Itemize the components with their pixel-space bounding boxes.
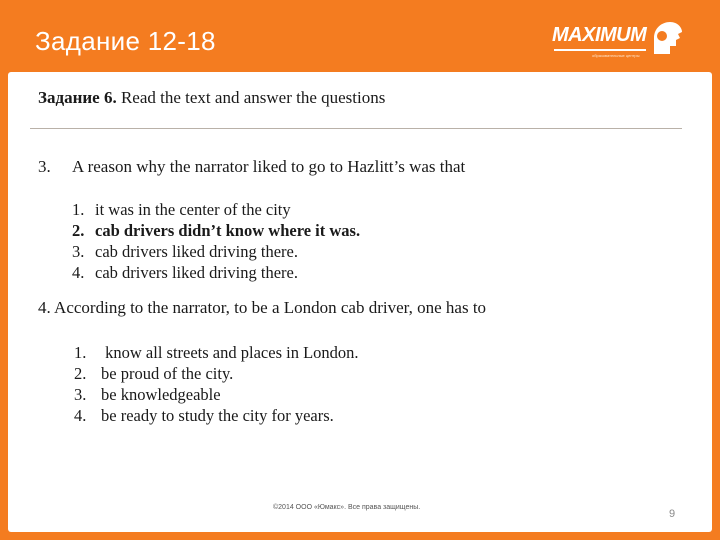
question4-text: 4. According to the narrator, to be a London cab driver, one has to (38, 298, 487, 317)
option-item (72, 241, 360, 262)
logo-tagline: образовательные центры (592, 53, 640, 58)
task-heading (38, 88, 385, 108)
option-text: be ready to study the city for years. (101, 406, 334, 425)
divider (30, 128, 682, 129)
slide-header (0, 0, 720, 72)
question3-number: 3. (38, 157, 51, 176)
option-text: know all streets and places in London. (101, 343, 359, 362)
maximum-logo (552, 18, 692, 62)
option-item (74, 405, 359, 426)
question4-options (74, 342, 359, 426)
option-number: 1. (74, 343, 87, 362)
option-number: 4. (72, 263, 85, 282)
question3-options (72, 199, 360, 283)
logo-head-icon (648, 20, 684, 56)
option-text: cab drivers liked driving there. (95, 263, 298, 282)
option-text: be proud of the city. (101, 364, 234, 383)
slide-title: Задание 12-18 (35, 26, 216, 56)
footer-copyright: ©2014 ООО «Юмакс». Все права защищены. (273, 504, 421, 511)
option-item (74, 363, 359, 384)
option-number: 3. (74, 385, 87, 404)
content-panel (8, 72, 712, 532)
option-number: 2. (74, 364, 87, 383)
page-number: 9 (669, 508, 676, 520)
option-text: it was in the center of the city (95, 200, 291, 219)
option-text: cab drivers didn’t know where it was. (95, 221, 361, 240)
option-item-highlighted (72, 220, 360, 241)
option-item (74, 342, 359, 363)
logo-text: MAXIMUM (552, 24, 647, 46)
option-text: be knowledgeable (101, 385, 221, 404)
option-number: 3. (72, 242, 85, 261)
option-number: 1. (72, 200, 85, 219)
task-instruction: Read the text and answer the questions (120, 88, 386, 107)
option-item (72, 199, 360, 220)
logo-underline (554, 49, 646, 51)
option-item (74, 384, 359, 405)
task-label: Задание 6. (38, 88, 117, 107)
option-number: 2. (72, 221, 85, 240)
option-number: 4. (74, 406, 87, 425)
option-item (72, 262, 360, 283)
question3-text: A reason why the narrator liked to go to Hazlitt’s was that (72, 157, 466, 176)
option-text: cab drivers liked driving there. (95, 242, 298, 261)
